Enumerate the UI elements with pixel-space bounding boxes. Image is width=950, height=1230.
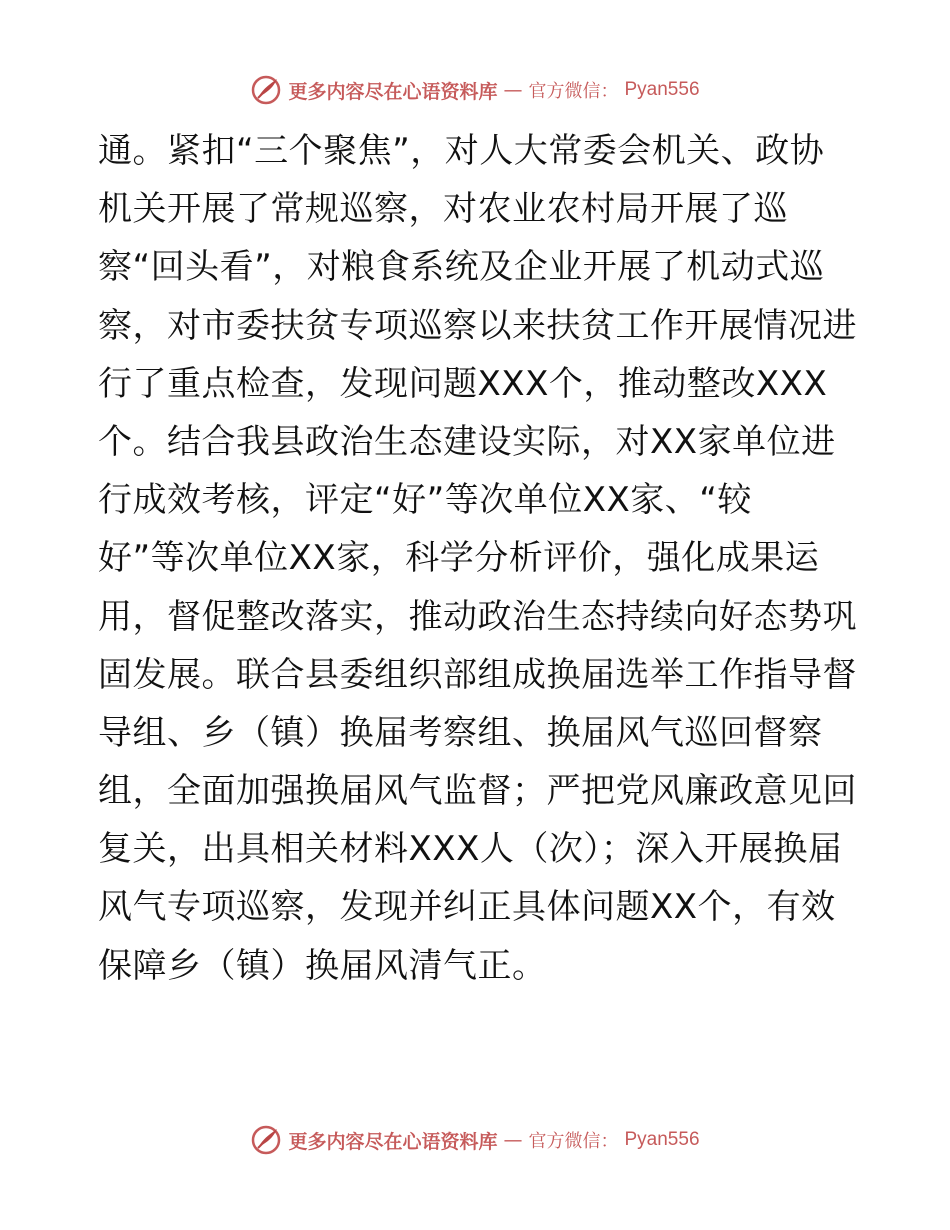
separator: — (503, 1129, 523, 1151)
wechat-id: Pyan556 (624, 1129, 700, 1150)
text-line: 好”等次单位XX家，科学分析评价，强化成果运 (98, 538, 820, 579)
text-line: 个。结合我县政治生态建设实际，对XX家单位进 (98, 421, 836, 462)
text-line: 机关开展了常规巡察，对农业农村局开展了巡 (98, 189, 788, 230)
text-line: 保障乡（镇）换届风清气正。 (98, 945, 547, 986)
text-line: 察，对市委扶贫专项巡察以来扶贫工作开展情况进 (98, 305, 857, 346)
text-line: 风气专项巡察，发现并纠正具体问题XX个，有效 (98, 887, 836, 928)
document-body (98, 122, 858, 995)
text-line: 察“回头看”，对粮食系统及企业开展了机动式巡 (98, 247, 825, 288)
wechat-label: 官方微信： (528, 1131, 619, 1152)
text-line: 组，全面加强换届风气监督；严把党风廉政意见回 (98, 771, 857, 812)
text-line: 通。紧扣“三个聚焦”，对人大常委会机关、政协 (98, 131, 825, 171)
feather-seal-icon (250, 1124, 282, 1156)
wechat-label: 官方微信： (528, 81, 619, 102)
text-line: 复关，出具相关材料XXX人（次）；深入开展换届 (98, 829, 843, 870)
brand-text: 更多内容尽在心语资料库 (288, 80, 498, 103)
text-line: 导组、乡（镇）换届考察组、换届风气巡回督察 (98, 712, 823, 753)
separator: — (503, 79, 523, 101)
text-line: 固发展。联合县委组织部组成换届选举工作指导督 (98, 654, 857, 695)
feather-seal-icon (250, 74, 282, 106)
brand-text: 更多内容尽在心语资料库 (288, 1130, 498, 1153)
footer-banner (0, 1123, 950, 1157)
text-line: 用，督促整改落实，推动政治生态持续向好态势巩 (98, 596, 857, 637)
text-line: 行成效考核，评定“好”等次单位XX家、“较 (98, 480, 752, 521)
wechat-id: Pyan556 (624, 79, 700, 100)
text-line: 行了重点检查，发现问题XXX个，推动整改XXX (98, 363, 828, 404)
header-banner (0, 73, 950, 107)
